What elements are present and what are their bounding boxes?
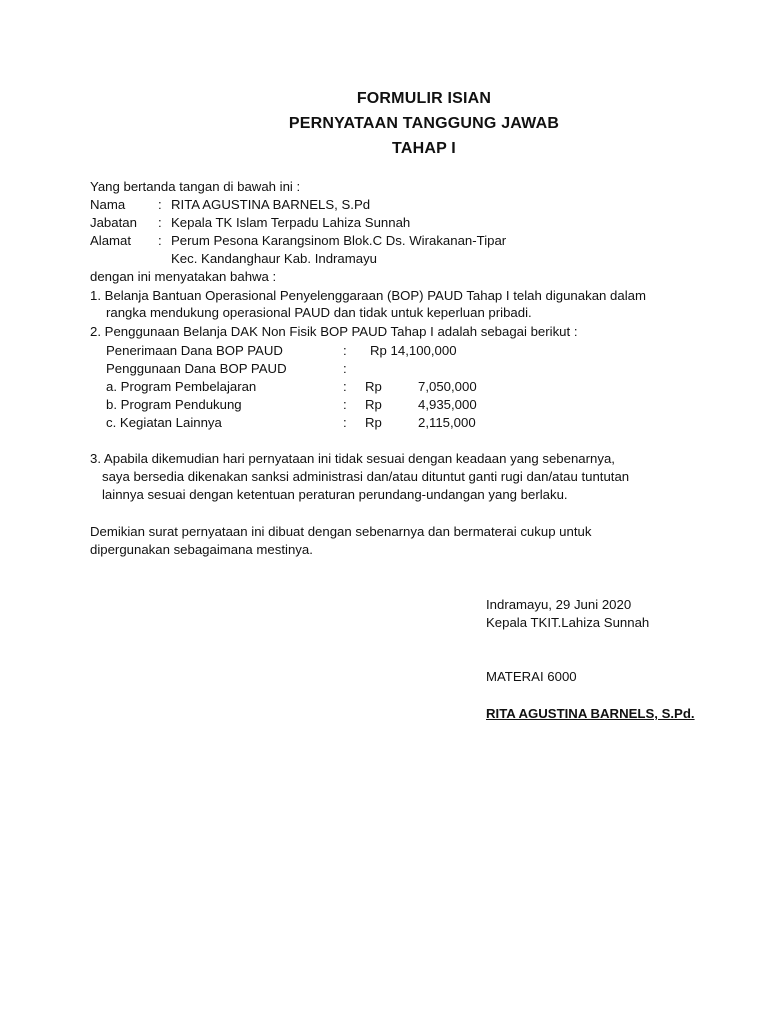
budget-row-currency: Rp	[365, 379, 382, 394]
point1-line2: rangka mendukung operasional PAUD dan tidak untuk keperluan pribadi.	[106, 305, 532, 320]
budget-row-amount: 7,050,000	[418, 379, 477, 394]
nama-value: RITA AGUSTINA BARNELS, S.Pd	[171, 197, 371, 212]
signature-place-date: Indramayu, 29 Juni 2020	[486, 597, 632, 612]
jabatan-label: Jabatan	[90, 215, 137, 230]
intro-text: Yang bertanda tangan di bawah ini :	[90, 179, 301, 194]
budget-row-currency: Rp	[365, 415, 382, 430]
title-tahap: TAHAP I	[392, 140, 456, 157]
budget-row-label: b. Program Pendukung	[106, 397, 242, 412]
signature-position: Kepala TKIT.Lahiza Sunnah	[486, 615, 650, 630]
budget-row-colon: :	[343, 415, 347, 430]
budget-row-amount: Rp 14,100,000	[370, 343, 457, 358]
point1-line1: 1. Belanja Bantuan Operasional Penyelenggaraan (BOP) PAUD Tahap I telah digunakan dalam	[90, 288, 646, 303]
title-formulir: FORMULIR ISIAN	[356, 90, 492, 107]
point2-line1: 2. Penggunaan Belanja DAK Non Fisik BOP PAUD Tahap I adalah sebagai berikut :	[90, 324, 578, 339]
jabatan-colon: :	[158, 215, 162, 230]
budget-row-amount: 4,935,000	[418, 397, 477, 412]
budget-row-label: Penggunaan Dana BOP PAUD	[106, 361, 287, 376]
alamat-colon: :	[158, 233, 162, 248]
point3-line3: lainnya sesuai dengan ketentuan peraturan perundang-undangan yang berlaku.	[102, 487, 568, 502]
closing-line1: Demikian surat pernyataan ini dibuat dengan sebenarnya dan bermaterai cukup untuk	[90, 524, 592, 539]
statement-intro: dengan ini menyatakan bahwa :	[90, 269, 277, 284]
budget-row-amount: 2,115,000	[418, 415, 476, 430]
budget-row-colon: :	[343, 343, 347, 358]
nama-label: Nama	[90, 197, 126, 212]
jabatan-value: Kepala TK Islam Terpadu Lahiza Sunnah	[171, 215, 411, 230]
title-pernyataan: PERNYATAAN TANGGUNG JAWAB	[288, 115, 560, 132]
alamat-value-line2: Kec. Kandanghaur Kab. Indramayu	[171, 251, 378, 266]
nama-colon: :	[158, 197, 162, 212]
signature-name: RITA AGUSTINA BARNELS, S.Pd.	[486, 706, 695, 721]
budget-row-colon: :	[343, 361, 347, 376]
point3-line1: 3. Apabila dikemudian hari pernyataan ini tidak sesuai dengan keadaan yang sebenarnya,	[90, 451, 615, 466]
budget-row-colon: :	[343, 397, 347, 412]
alamat-value-line1: Perum Pesona Karangsinom Blok.C Ds. Wirakanan-Tipar	[171, 233, 507, 248]
point3-line2: saya bersedia dikenakan sanksi administrasi dan/atau dituntut ganti rugi dan/atau tuntutan	[102, 469, 630, 484]
budget-row-label: a. Program Pembelajaran	[106, 379, 257, 394]
budget-row-colon: :	[343, 379, 347, 394]
budget-row-label: Penerimaan Dana BOP PAUD	[106, 343, 283, 358]
closing-line2: dipergunakan sebagaimana mestinya.	[90, 542, 313, 557]
materai-stamp: MATERAI 6000	[486, 669, 577, 684]
budget-row-label: c. Kegiatan Lainnya	[106, 415, 222, 430]
budget-row-currency: Rp	[365, 397, 382, 412]
alamat-label: Alamat	[90, 233, 132, 248]
